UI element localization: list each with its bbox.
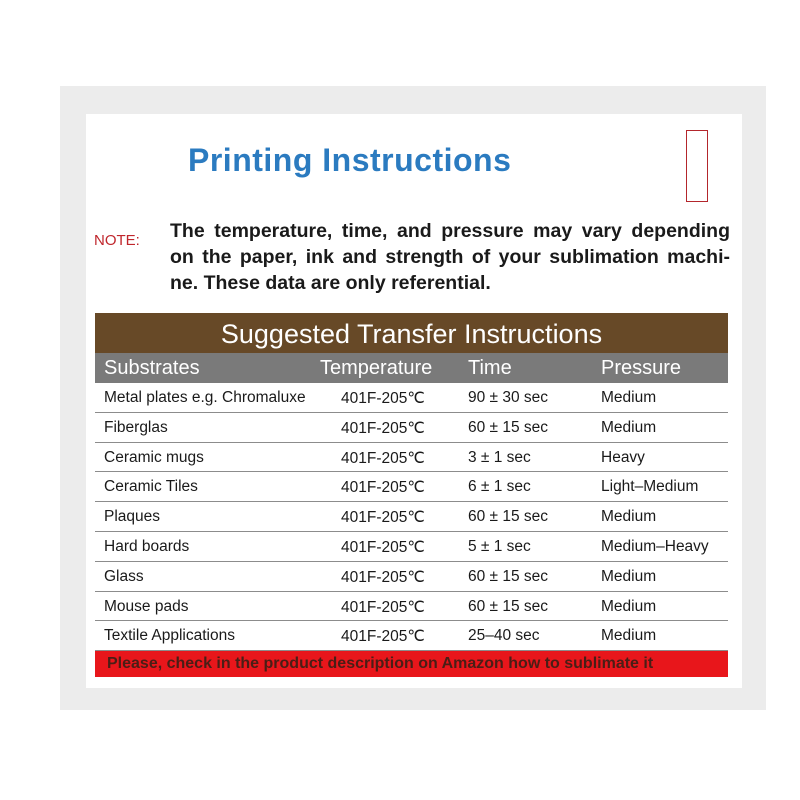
cell-pressure: Medium	[601, 567, 657, 585]
cell-time: 5 ± 1 sec	[468, 537, 531, 555]
note-text: The temperature, time, and pressure may vary depending on the paper, ink and strength of your sublimation machi- ne. These data are only referential.	[170, 220, 730, 294]
cell-time: 90 ± 30 sec	[468, 389, 549, 406]
cell-substrate: Ceramic mugs	[104, 448, 204, 466]
cell-temperature: 401F-205℃	[341, 419, 425, 437]
page-title: Printing Instructions	[188, 142, 512, 178]
cell-time: 60 ± 15 sec	[468, 597, 549, 615]
cell-time: 60 ± 15 sec	[468, 418, 549, 436]
column-header-substrates: Substrates	[104, 357, 200, 379]
cell-pressure: Medium	[601, 418, 657, 436]
cell-substrate: Ceramic Tiles	[104, 478, 198, 496]
column-header-time: Time	[468, 357, 512, 379]
cell-pressure: Medium	[601, 597, 657, 615]
table-row	[95, 621, 728, 651]
table-row	[95, 443, 728, 473]
table-row	[95, 383, 728, 413]
table-row	[95, 562, 728, 592]
column-header-temperature: Temperature	[320, 357, 433, 379]
logo-blank-box	[686, 130, 708, 202]
column-header-pressure: Pressure	[601, 357, 682, 379]
cell-substrate: Textile Applications	[104, 627, 235, 645]
cell-temperature: 401F-205℃	[341, 509, 425, 527]
cell-substrate: Hard boards	[104, 537, 190, 555]
cell-substrate: Mouse pads	[104, 597, 189, 615]
cell-temperature: 401F-205℃	[341, 449, 425, 467]
cell-temperature: 401F-205℃	[341, 479, 425, 497]
cell-pressure: Light–Medium	[601, 478, 699, 496]
note-label: NOTE:	[94, 232, 140, 249]
table-heading: Suggested Transfer Instructions	[95, 313, 728, 353]
cell-pressure: Medium	[601, 389, 657, 406]
cell-substrate: Plaques	[104, 508, 161, 526]
cell-time: 6 ± 1 sec	[468, 478, 531, 496]
cell-time: 60 ± 15 sec	[468, 508, 549, 526]
cell-substrate: Metal plates e.g. Chromaluxe	[104, 389, 306, 406]
cell-temperature: 401F-205℃	[341, 568, 425, 586]
table-row	[95, 532, 728, 562]
sfs-blank-logo	[588, 128, 720, 204]
cell-pressure: Medium	[601, 627, 657, 645]
cell-temperature: 401F-205℃	[341, 538, 425, 556]
table-row	[95, 413, 728, 443]
cell-temperature: 401F-205℃	[341, 628, 425, 646]
cell-time: 25–40 sec	[468, 627, 540, 645]
table-row	[95, 502, 728, 532]
column-header-row	[95, 353, 728, 383]
logo-blank-text	[687, 133, 709, 199]
cell-substrate: Glass	[104, 567, 144, 585]
cell-temperature: 401F-205℃	[341, 390, 425, 407]
transfer-table	[95, 313, 728, 677]
amazon-notice-banner: Please, check in the product description on Amazon how to sublimate it	[95, 651, 728, 677]
cell-time: 3 ± 1 sec	[468, 448, 531, 466]
cell-temperature: 401F-205℃	[341, 598, 425, 616]
table-row	[95, 592, 728, 622]
cell-substrate: Fiberglas	[104, 418, 168, 436]
cell-pressure: Medium–Heavy	[601, 537, 709, 555]
table-row	[95, 472, 728, 502]
cell-pressure: Heavy	[601, 448, 645, 466]
cell-time: 60 ± 15 sec	[468, 567, 549, 585]
cell-pressure: Medium	[601, 508, 657, 526]
